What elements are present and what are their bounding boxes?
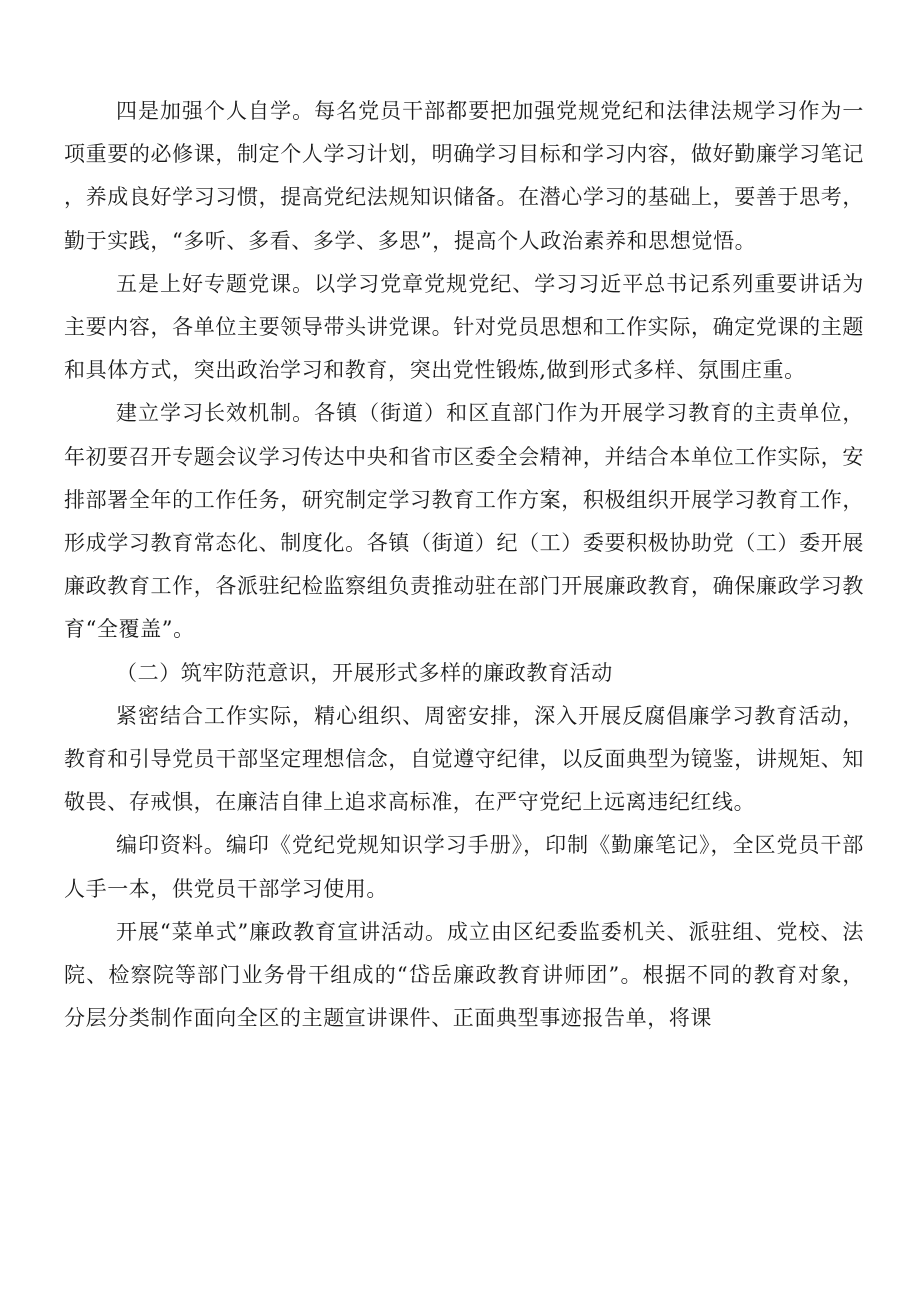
- paragraph-party-lecture: 五是上好专题党课。以学习党章党规党纪、学习习近平总书记系列重要讲话为主要内容，各单位主要领导带头讲党课。针对党员思想和工作实际，确定党课的主题和具体方式，突出政治学习和教育，突出党性锻炼,做到形式多样、氛围庄重。: [64, 271, 864, 383]
- paragraph-compile-materials: 编印资料。编印《党纪党规知识学习手册》，印制《勤廉笔记》，全区党员干部人手一本，供党员干部学习使用。: [64, 833, 864, 901]
- paragraph-education-activities: 紧密结合工作实际，精心组织、周密安排，深入开展反腐倡廉学习教育活动，教育和引导党员干部坚定理想信念，自觉遵守纪律，以反面典型为镜鉴，讲规矩、知敬畏、存戒惧，在廉洁自律上追求高标准，在严守党纪上远离违纪红线。: [64, 703, 864, 815]
- paragraph-long-term-mechanism: 建立学习长效机制。各镇（街道）和区直部门作为开展学习教育的主责单位，年初要召开专题会议学习传达中央和省市区委全会精神，并结合本单位工作实际，安排部署全年的工作任务，研究制定学习教育工作方案，积极组织开展学习教育工作，形成学习教育常态化、制度化。各镇（街道）纪（工）委要积极协助党（工）委开展廉政教育工作，各派驻纪检监察组负责推动驻在部门开展廉政教育，确保廉政学习教育“全覆盖”。: [64, 401, 864, 642]
- document-page: [64, 90, 864, 1040]
- section-heading: （二）筑牢防范意识，开展形式多样的廉政教育活动: [116, 660, 613, 685]
- paragraph-personal-study: 四是加强个人自学。每名党员干部都要把加强党规党纪和法律法规学习作为一项重要的必修课，制定个人学习计划，明确学习目标和学习内容，做好勤廉学习笔记，养成良好学习习惯，提高党纪法规知识储备。在潜心学习的基础上，要善于思考，勤于实践，“多听、多看、多学、多思”，提高个人政治素养和思想觉悟。: [64, 99, 864, 253]
- paragraph-menu-style-lectures: 开展“菜单式”廉政教育宣讲活动。成立由区纪委监委机关、派驻组、党校、法院、检察院等部门业务骨干组成的“岱岳廉政教育讲师团”。根据不同的教育对象，分层分类制作面向全区的主题宣讲课件、正面典型事迹报告单，将课: [64, 919, 864, 1031]
